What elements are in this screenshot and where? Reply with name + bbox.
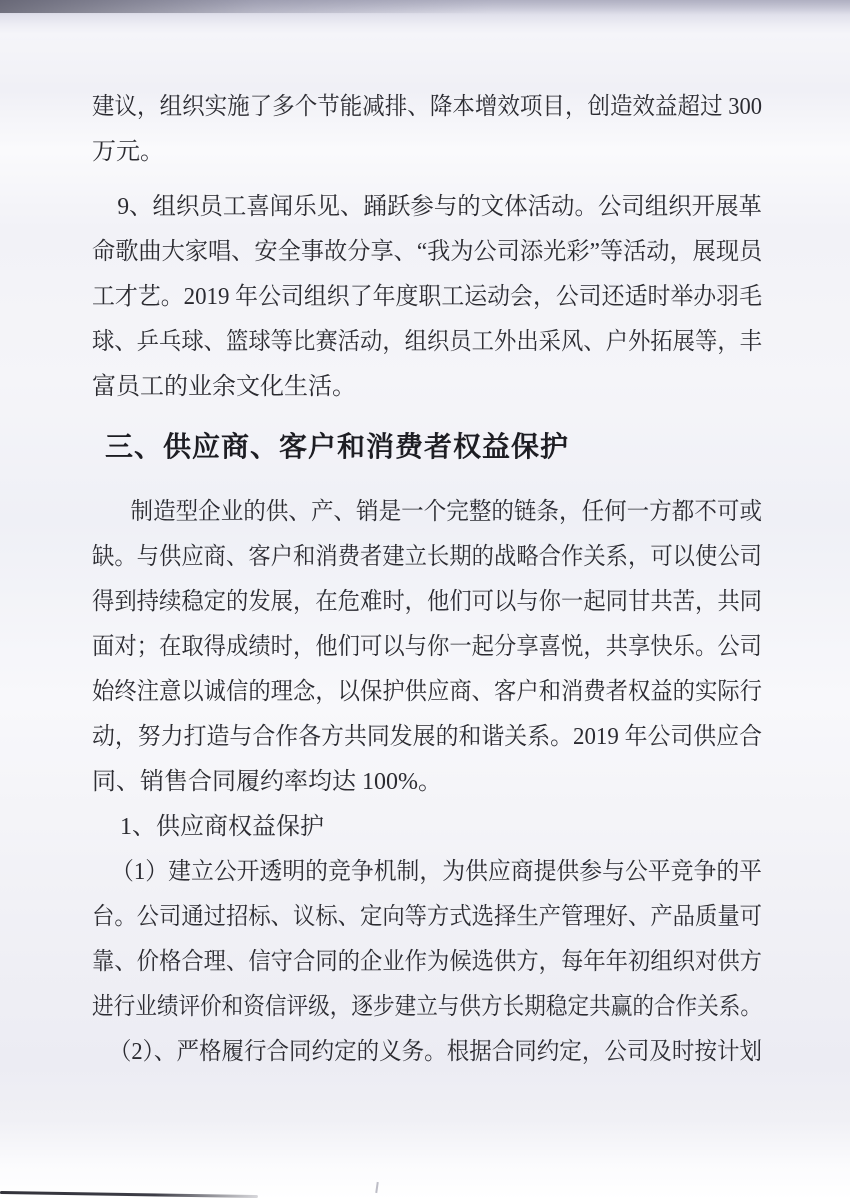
- document-blocks-bottom: [92, 490, 762, 1075]
- text-line: 制造型企业的供、产、销是一个完整的链条，任何一方都不可或: [130, 499, 762, 525]
- text-line: 同、销售合同履约率均达 100%。: [92, 769, 442, 795]
- text-line: （2）、严格履行合同约定的义务。根据合同约定，公司及时按计划: [108, 1039, 763, 1065]
- text-line: 靠、价格合理、信守合同的企业作为候选供方，每年年初组织对供方: [92, 949, 762, 975]
- paragraph: [92, 185, 762, 410]
- text-line: 万元。: [92, 139, 164, 165]
- paragraph: [92, 85, 762, 175]
- text-line: 得到持续稳定的发展，在危难时，他们可以与你一起同甘共苦，共同: [92, 589, 762, 615]
- scan-top-left-shadow: [0, 0, 493, 13]
- paragraph: [92, 1030, 762, 1075]
- text-line: （1）建立公开透明的竞争机制，为供应商提供参与公平竞争的平: [111, 859, 763, 885]
- text-line: 球、乒乓球、篮球等比赛活动，组织员工外出采风、户外拓展等，丰: [92, 329, 762, 355]
- text-line: 1、供应商权益保护: [120, 814, 324, 840]
- scan-top-edge-band: [0, 0, 850, 26]
- paragraph: [92, 850, 762, 1030]
- paragraph: [92, 805, 762, 850]
- scan-bottom-tick-artifact: [375, 1182, 379, 1193]
- text-line: 建议，组织实施了多个节能减排、降本增效项目，创造效益超过 300: [92, 94, 762, 120]
- text-line: 命歌曲大家唱、安全事故分享、“我为公司添光彩”等活动，展现员: [92, 239, 763, 265]
- text-line: 工才艺。2019 年公司组织了年度职工运动会，公司还适时举办羽毛: [92, 284, 762, 310]
- text-line: 始终注意以诚信的理念，以保护供应商、客户和消费者权益的实际行: [92, 679, 762, 705]
- scan-bottom-line-artifact: [0, 1191, 258, 1198]
- text-line: 缺。与供应商、客户和消费者建立长期的战略合作关系，可以使公司: [92, 544, 762, 570]
- text-line: 进行业绩评价和资信评级，逐步建立与供方长期稳定共赢的合作关系。: [92, 994, 762, 1020]
- document-body: [92, 85, 762, 1075]
- text-line: 9、组织员工喜闻乐见、踊跃参与的文体活动。公司组织开展革: [117, 194, 763, 220]
- document-blocks-top: [92, 85, 762, 410]
- text-line: 台。公司通过招标、议标、定向等方式选择生产管理好、产品质量可: [92, 904, 762, 930]
- paragraph: [92, 490, 762, 805]
- text-line: 富员工的业余文化生活。: [92, 374, 356, 400]
- text-line: 面对；在取得成绩时，他们可以与你一起分享喜悦，共享快乐。公司: [92, 634, 762, 660]
- text-line: 动，努力打造与合作各方共同发展的和谐关系。2019 年公司供应合: [92, 724, 762, 750]
- section-heading: 三、供应商、客户和消费者权益保护: [105, 432, 570, 463]
